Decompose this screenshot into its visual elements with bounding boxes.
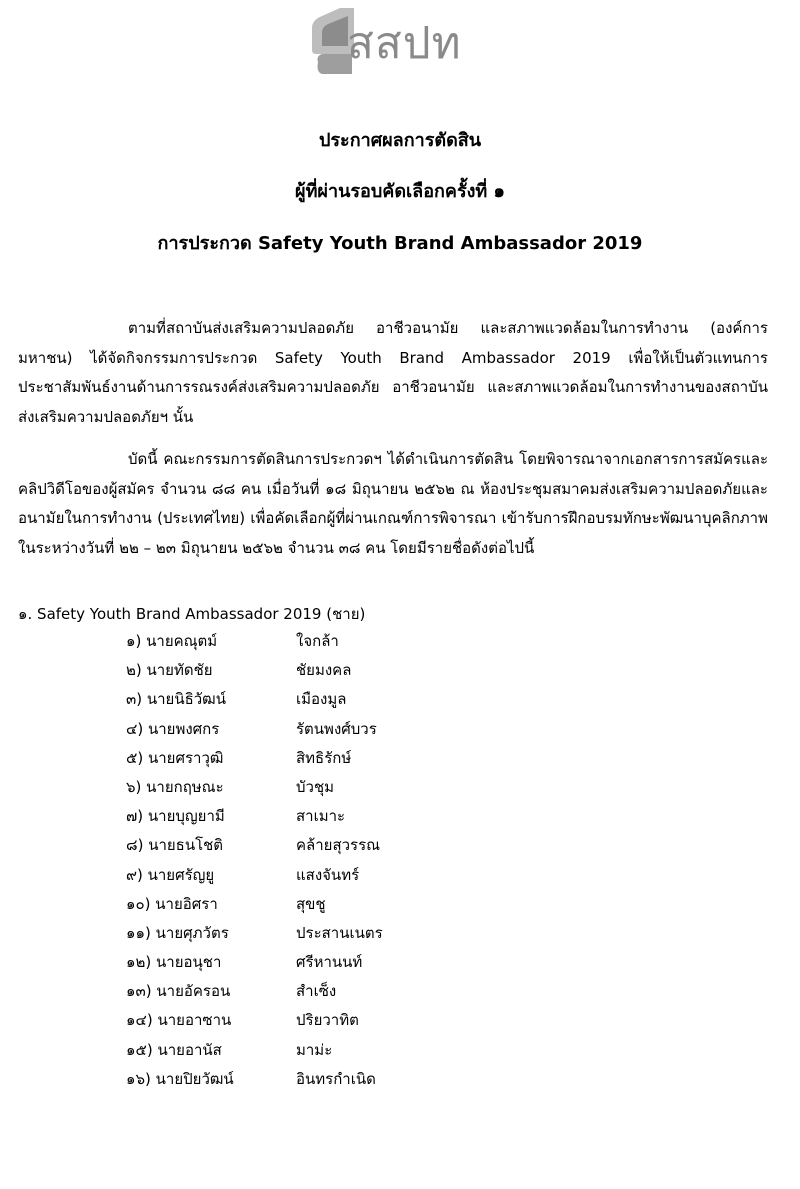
finalist-list <box>126 627 383 1094</box>
announcement-title: ประกาศผลการตัดสิน <box>318 130 482 151</box>
list-item: ๑๓) นายอัครอน สำเซ็ง <box>126 982 337 1001</box>
contest-title: การประกวด Safety Youth Brand Ambassador 2019 <box>157 233 643 254</box>
list-item: ๒) นายทัดชัย ชัยมงคล <box>126 661 352 680</box>
list-item: ๑) นายคณุตม์ ใจกล้า <box>126 632 339 650</box>
list-item: ๙) นายศรัญยู แสงจันทร์ <box>126 865 360 884</box>
logo-wordmark: สสปท <box>347 18 462 69</box>
list-item: ๓) นายนิธิวัฒน์ เมืองมูล <box>126 690 347 709</box>
list-item: ๗) นายบุญยามี สาเมาะ <box>126 807 346 826</box>
section-heading: ๑. Safety Youth Brand Ambassador 2019 (ชาย) <box>18 605 366 623</box>
announcement-subtitle: ผู้ที่ผ่านรอบคัดเลือกครั้งที่ ๑ <box>295 181 505 202</box>
list-item: ๑๕) นายอานัส มาม่ะ <box>126 1040 333 1059</box>
list-item: ๑๔) นายอาซาน ปริยวาทิต <box>126 1011 359 1030</box>
list-item: ๘) นายธนโชติ คล้ายสุวรรณ <box>126 836 381 855</box>
list-item: ๑๑) นายศุภวัตร ประสานเนตร <box>126 923 383 942</box>
list-item: ๑๖) นายปิยวัฒน์ อินทรกำเนิด <box>126 1069 376 1088</box>
list-item: ๑๒) นายอนุชา ศรีหานนท์ <box>126 953 363 972</box>
result-paragraph: บัดนี้ คณะกรรมการตัดสินการประกวดฯ ได้ดำเนินการตัดสิน โดยพิจารณาจากเอกสารการสมัครและคลิปวิดีโอของผู้สมัคร จำนวน ๘๘ คน เมื่อวันที่ ๑๘ มิถุนายน ๒๕๖๒ ณ ห้องประชุมสมาคมส่งเสริมความปลอดภัยและอนามัยในการทำงาน (ประเทศไทย) เพื่อคัดเลือกผู้ที่ผ่านเกณฑ์การพิจารณา เข้ารับการฝึกอบรมทักษะพัฒนาบุคลิกภาพ ในระหว่างวันที่ ๒๒ – ๒๓ มิถุนายน ๒๕๖๒ จำนวน ๓๘ คน โดยมีรายชื่อดังต่อไปนี้ <box>18 450 768 557</box>
list-item: ๖) นายกฤษณะ บัวชุม <box>126 777 335 796</box>
intro-paragraph: ตามที่สถาบันส่งเสริมความปลอดภัย อาชีวอนามัย และสภาพแวดล้อมในการทำงาน (องค์การมหาชน) ได้จัดกิจกรรมการประกวด Safety Youth Brand Ambassador 2019 เพื่อให้เป็นตัวแทนการประชาสัมพันธ์งานด้านการรณรงค์ส่งเสริมความปลอดภัย อาชีวอนามัย และสภาพแวดล้อมในการทำงานของสถาบันส่งเสริมความปลอดภัยฯ นั้น <box>18 319 768 426</box>
list-item: ๔) นายพงศกร รัตนพงศ์บวร <box>126 719 377 738</box>
list-item: ๕) นายศราวุฒิ สิทธิรักษ์ <box>126 748 352 767</box>
list-item: ๑๐) นายอิศรา สุขชู <box>126 894 326 913</box>
